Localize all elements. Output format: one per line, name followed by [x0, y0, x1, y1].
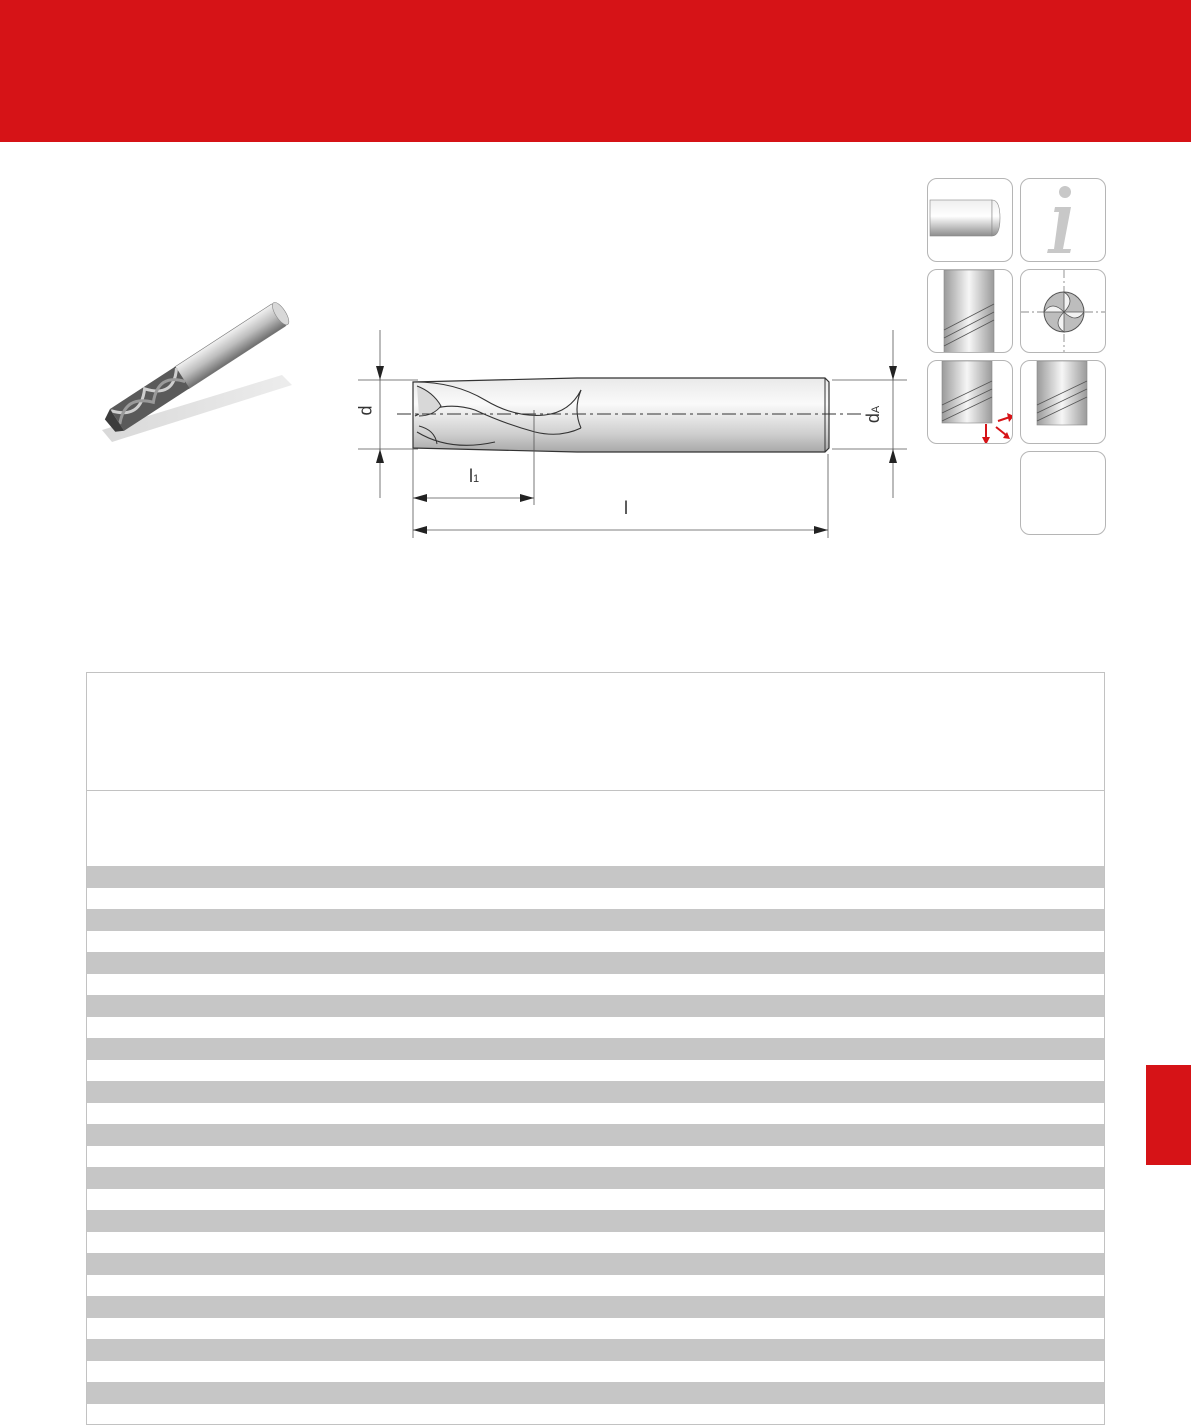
- dimension-l1-label: [469, 466, 479, 487]
- table-row: [87, 1167, 1104, 1189]
- table-row: [87, 866, 1104, 888]
- dimension-l-label: l: [624, 498, 628, 518]
- table-row: [87, 1339, 1104, 1361]
- product-table: [86, 672, 1105, 1425]
- slot-milling-direction-icon: [927, 360, 1013, 444]
- table-row: [87, 1318, 1104, 1340]
- product-photo: [82, 290, 312, 450]
- table-row: [87, 1017, 1104, 1039]
- section-side-tab: [1146, 1065, 1191, 1165]
- table-row: [87, 1038, 1104, 1060]
- table-row: [87, 1296, 1104, 1318]
- dimension-l1-main: l: [469, 466, 473, 486]
- table-row: [87, 1060, 1104, 1082]
- table-row: [87, 1361, 1104, 1383]
- four-flute-cross-section-icon: [1020, 269, 1106, 353]
- table-row: [87, 1404, 1104, 1426]
- info-icon: [1020, 178, 1106, 262]
- table-body: [87, 866, 1104, 1425]
- dimension-l1-sub: 1: [473, 473, 480, 485]
- table-row: [87, 1253, 1104, 1275]
- table-row: [87, 888, 1104, 910]
- table-row: [87, 974, 1104, 996]
- table-row: [87, 1232, 1104, 1254]
- technical-drawing: [345, 320, 925, 550]
- table-row: [87, 1081, 1104, 1103]
- table-row: [87, 1189, 1104, 1211]
- table-row: [87, 1124, 1104, 1146]
- table-row: [87, 909, 1104, 931]
- helix-flute-icon: [927, 269, 1013, 353]
- cylindrical-shank-icon: [927, 178, 1013, 262]
- table-row: [87, 931, 1104, 953]
- table-header-sub: [87, 791, 1104, 866]
- table-row: [87, 1103, 1104, 1125]
- dimension-dA-sub: A: [870, 405, 883, 414]
- table-row: [87, 1382, 1104, 1404]
- table-row: [87, 1275, 1104, 1297]
- table-row: [87, 952, 1104, 974]
- empty-icon-tile: [1020, 451, 1106, 535]
- table-row: [87, 1146, 1104, 1168]
- table-header-top: [87, 673, 1104, 791]
- table-row: [87, 1210, 1104, 1232]
- helix-flute-icon-2: [1020, 360, 1106, 444]
- dimension-dA-main: d: [863, 413, 884, 424]
- dimension-d-label: d: [355, 405, 376, 416]
- header-band: [0, 0, 1191, 142]
- table-row: [87, 995, 1104, 1017]
- dimension-dA-label: [863, 406, 884, 423]
